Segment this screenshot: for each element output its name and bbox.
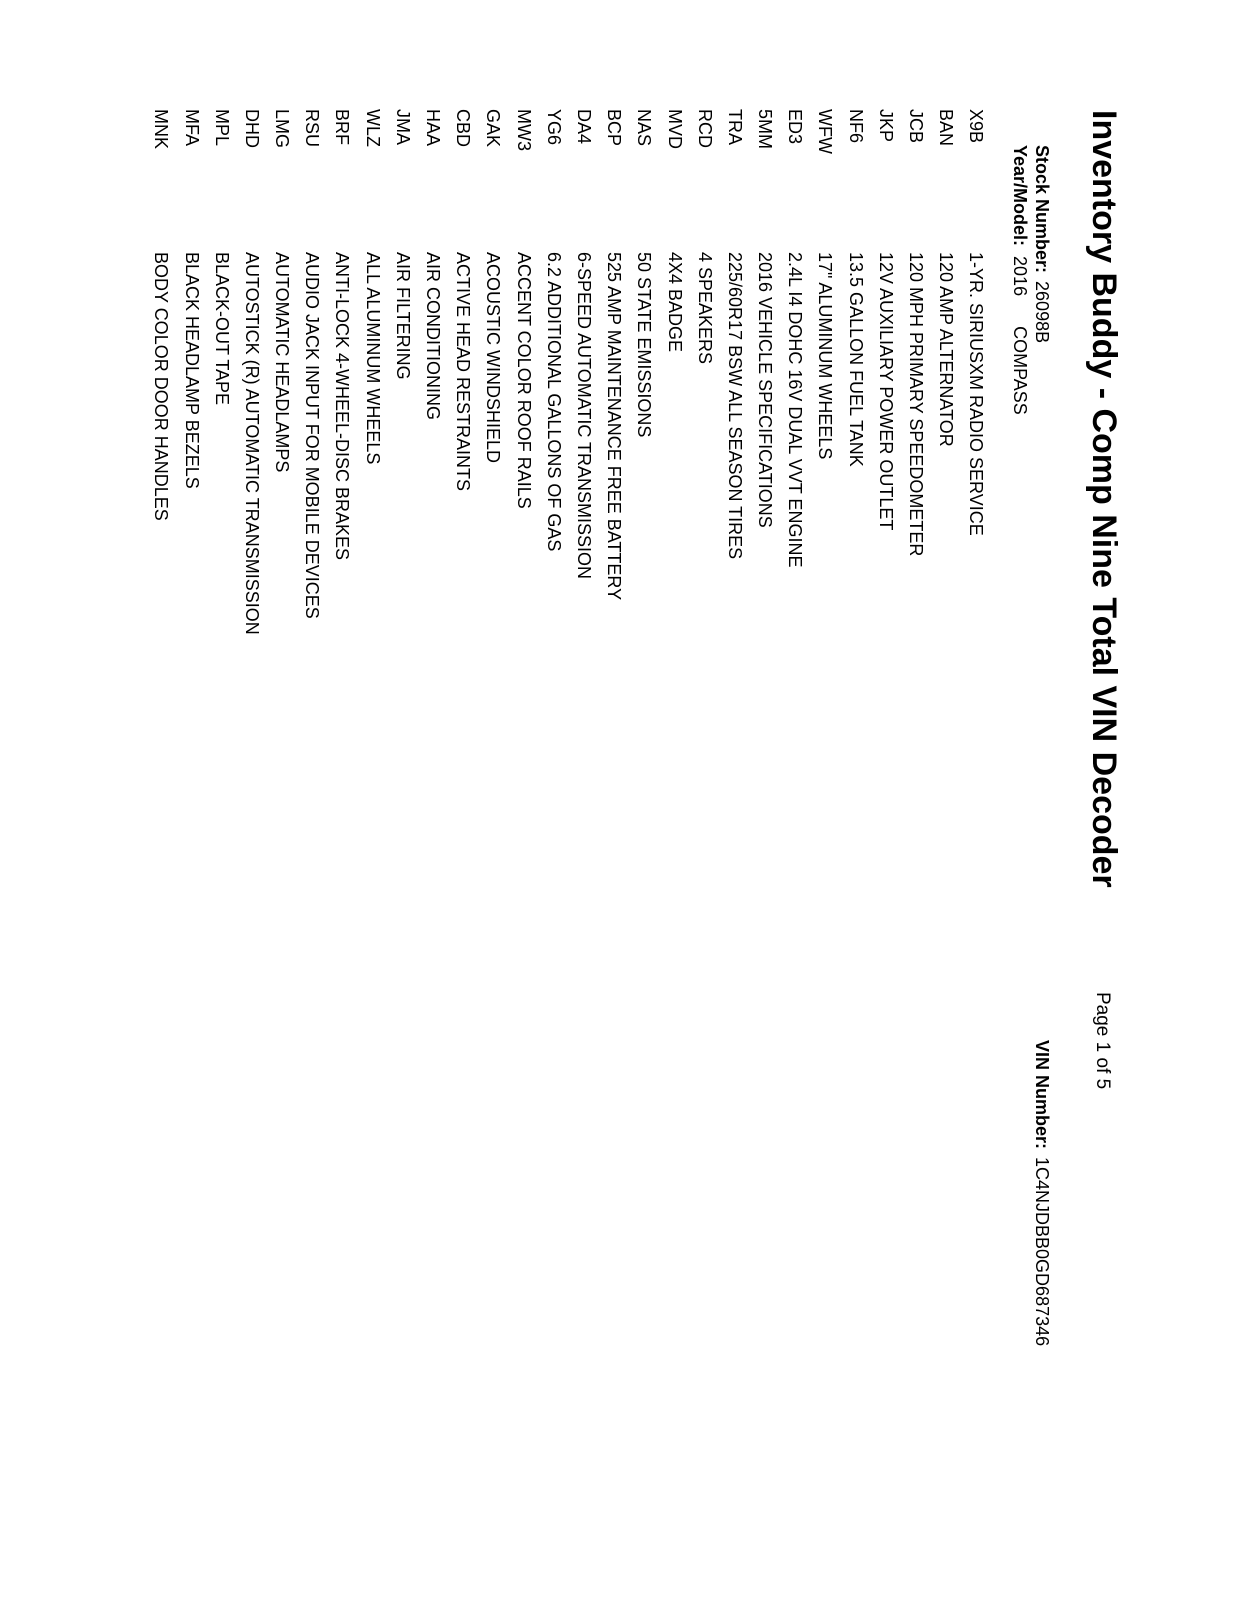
option-code: GAK: [483, 109, 504, 148]
option-description: BLACK HEADLAMP BEZELS: [181, 252, 202, 489]
document-title: Inventory Buddy - Comp Nine Total VIN Decoder: [1085, 110, 1123, 888]
option-code: NF6: [845, 109, 866, 144]
option-code: BRF: [332, 109, 353, 145]
option-description: 1-YR. SIRIUSXM RADIO SERVICE: [966, 252, 987, 536]
option-code: MPL: [211, 109, 232, 147]
option-code: MW3: [513, 109, 534, 151]
option-code: BCP: [604, 109, 625, 147]
option-code: ED3: [785, 109, 806, 145]
option-description: 6-SPEED AUTOMATIC TRANSMISSION: [573, 252, 594, 580]
option-code: CBD: [453, 109, 474, 148]
option-row: [478, 109, 508, 635]
option-row: [659, 109, 689, 635]
option-row: [387, 109, 417, 635]
option-row: [599, 109, 629, 635]
option-description: ANTI-LOCK 4-WHEEL-DISC BRAKES: [332, 252, 353, 561]
option-code: HAA: [423, 109, 444, 147]
option-code: 5MM: [755, 109, 776, 149]
year-model-label: Year/Model:: [1010, 145, 1030, 247]
stock-number-value: 26098B: [1032, 281, 1052, 344]
option-row: [840, 109, 870, 635]
option-row: [448, 109, 478, 635]
option-description: 50 STATE EMISSIONS: [634, 252, 655, 438]
option-row: [931, 109, 961, 635]
option-row: [538, 109, 568, 635]
option-description: ALL ALUMINUM WHEELS: [362, 252, 383, 465]
option-description: AIR FILTERING: [392, 252, 413, 380]
option-row: [629, 109, 659, 635]
option-row: [146, 109, 176, 635]
option-row: [900, 109, 930, 635]
vin-number-label: VIN Number:: [1032, 1040, 1052, 1150]
option-code: YG6: [543, 109, 564, 146]
option-code: DA4: [573, 109, 594, 145]
option-description: BODY COLOR DOOR HANDLES: [151, 252, 172, 521]
option-row: [750, 109, 780, 635]
option-description: 12V AUXILIARY POWER OUTLET: [875, 252, 896, 531]
vin-number-value: 1C4NJDBB0GD687346: [1032, 1157, 1052, 1347]
option-description: ACOUSTIC WINDSHIELD: [483, 252, 504, 464]
option-row: [508, 109, 538, 635]
option-description: 225/60R17 BSW ALL SEASON TIRES: [724, 252, 745, 560]
option-row: [267, 109, 297, 635]
model-value: COMPASS: [1010, 326, 1030, 415]
option-description: AIR CONDITIONING: [423, 252, 444, 421]
year-value: 2016: [1010, 256, 1030, 297]
option-description: AUDIO JACK INPUT FOR MOBILE DEVICES: [302, 252, 323, 619]
option-code: JKP: [875, 109, 896, 143]
option-code: WFW: [815, 109, 836, 154]
option-code: WLZ: [362, 109, 383, 147]
year-model-row: [1009, 145, 1031, 415]
option-row: [568, 109, 598, 635]
option-description: 120 AMP ALTERNATOR: [936, 252, 957, 447]
option-row: [327, 109, 357, 635]
option-row: [297, 109, 327, 635]
page-indicator: Page 1 of 5: [1092, 992, 1113, 1090]
option-row: [689, 109, 719, 635]
option-code: RCD: [694, 109, 715, 148]
option-description: ACTIVE HEAD RESTRAINTS: [453, 252, 474, 492]
option-code: JCB: [906, 109, 927, 144]
option-description: 17" ALUMINUM WHEELS: [815, 252, 836, 460]
option-code: MNK: [151, 109, 172, 149]
vin-number-row: [1031, 1040, 1053, 1346]
option-description: 4X4 BADGE: [664, 252, 685, 353]
options-list: [146, 109, 991, 635]
option-row: [417, 109, 447, 635]
option-row: [719, 109, 749, 635]
option-code: X9B: [966, 109, 987, 144]
option-description: 2.4L I4 DOHC 16V DUAL VVT ENGINE: [785, 252, 806, 568]
option-row: [357, 109, 387, 635]
option-description: AUTOSTICK (R) AUTOMATIC TRANSMISSION: [241, 252, 262, 635]
option-row: [780, 109, 810, 635]
option-code: TRA: [724, 109, 745, 145]
option-row: [810, 109, 840, 635]
option-code: LMG: [272, 109, 293, 149]
option-description: 2016 VEHICLE SPECIFICATIONS: [755, 252, 776, 528]
option-code: MFA: [181, 109, 202, 147]
option-description: BLACK-OUT TAPE: [211, 252, 232, 406]
option-code: BAN: [936, 109, 957, 147]
option-row: [236, 109, 266, 635]
option-description: AUTOMATIC HEADLAMPS: [272, 252, 293, 473]
option-code: RSU: [302, 109, 323, 148]
option-row: [206, 109, 236, 635]
stock-number-row: [1031, 145, 1053, 343]
option-description: 13.5 GALLON FUEL TANK: [845, 252, 866, 467]
option-code: JMA: [392, 109, 413, 145]
option-description: ACCENT COLOR ROOF RAILS: [513, 252, 534, 509]
option-row: [176, 109, 206, 635]
option-description: 120 MPH PRIMARY SPEEDOMETER: [906, 252, 927, 557]
option-row: [870, 109, 900, 635]
option-code: NAS: [634, 109, 655, 147]
option-code: DHD: [241, 109, 262, 148]
option-code: MVD: [664, 109, 685, 149]
option-row: [961, 109, 991, 635]
option-description: 525 AMP MAINTENANCE FREE BATTERY: [604, 252, 625, 601]
stock-number-label: Stock Number:: [1032, 145, 1052, 274]
option-description: 4 SPEAKERS: [694, 252, 715, 365]
option-description: 6.2 ADDITIONAL GALLONS OF GAS: [543, 252, 564, 552]
